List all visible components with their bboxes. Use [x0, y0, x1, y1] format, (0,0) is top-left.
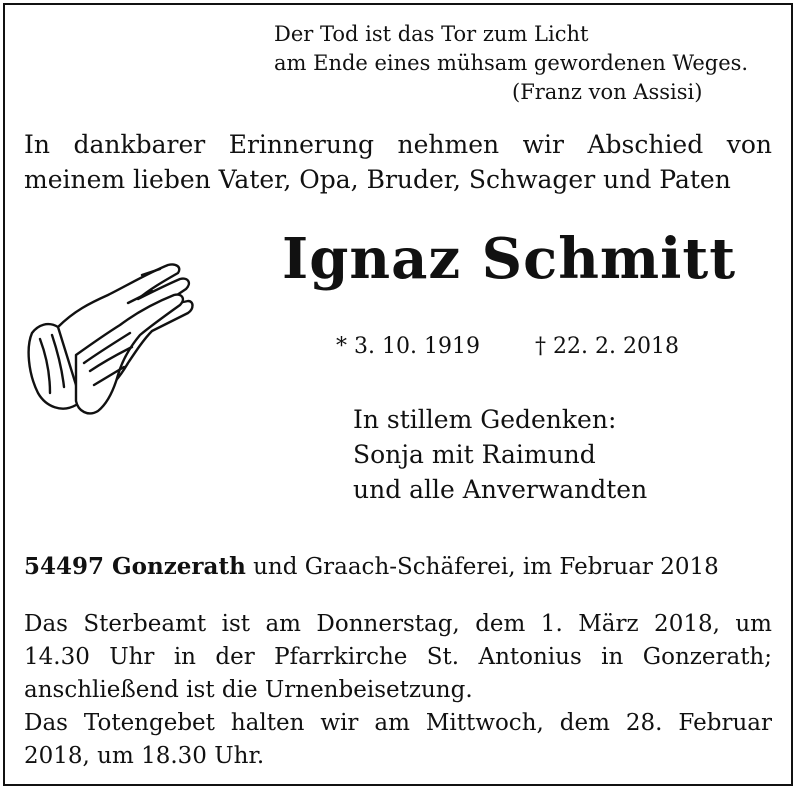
death-date: † 22. 2. 2018 — [535, 334, 679, 359]
funeral-line-2: 14.30 Uhr in der Pfarrkirche St. Antonius in Gonzerath; — [24, 644, 772, 670]
praying-hands-icon — [24, 255, 196, 425]
place-bold: 54497 Gonzerath — [24, 553, 246, 580]
funeral-line-3: anschließend ist die Urnenbeisetzung. — [24, 677, 473, 703]
funeral-line-5: 2018, um 18.30 Uhr. — [24, 743, 265, 769]
intro-line-1: In dankbarer Erinnerung nehmen wir Abschied von — [24, 130, 772, 159]
birth-date: * 3. 10. 1919 — [336, 334, 480, 359]
quote-line-2: am Ende eines mühsam gewordenen Weges. — [274, 51, 749, 75]
funeral-line-1: Das Sterbeamt ist am Donnerstag, dem 1. März 2018, um — [24, 611, 772, 637]
quote-line-1: Der Tod ist das Tor zum Licht — [274, 22, 589, 46]
mourners-line-2: Sonja mit Raimund — [353, 440, 596, 469]
mourners-line-1: In stillem Gedenken: — [353, 405, 617, 434]
funeral-block — [24, 608, 772, 773]
intro-block — [24, 128, 772, 162]
deceased-name: Ignaz Schmitt — [282, 226, 737, 292]
place-line — [24, 553, 719, 580]
place-rest: und Graach-Schäferei, im Februar 2018 — [253, 554, 719, 580]
funeral-line-4: Das Totengebet halten wir am Mittwoch, dem 28. Februar — [24, 710, 772, 736]
mourners-line-3: und alle Anverwandten — [353, 475, 648, 504]
quote-author: (Franz von Assisi) — [512, 80, 703, 104]
intro-line-2: meinem lieben Vater, Opa, Bruder, Schwager und Paten — [24, 165, 731, 194]
